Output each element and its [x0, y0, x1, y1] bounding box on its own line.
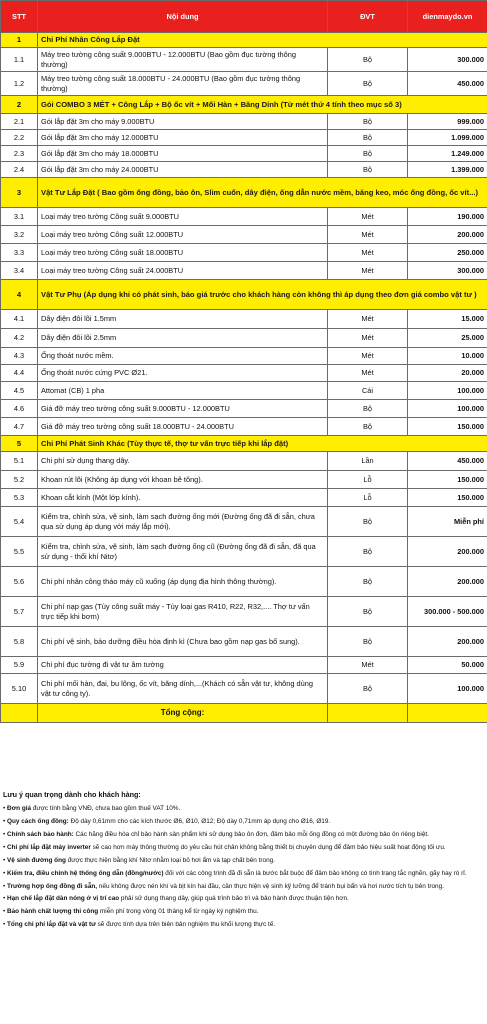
- row-unit: Mét: [328, 365, 408, 382]
- bullet-icon: •: [3, 817, 8, 825]
- note-bold: Quy cách ống đồng:: [7, 817, 69, 825]
- table-row: [1, 244, 487, 262]
- note-text: đối với các công trình đã đi sẵn là bước bắt buộc để đảm bảo không có tình trạng tắc nghẽn, gãy hay rò rỉ.: [163, 869, 467, 877]
- section-title: Gói COMBO 3 MÉT + Công Lắp + Bộ ốc vít + Mối Hàn + Băng Dính (Từ mét thứ 4 tính theo mục số 3): [38, 96, 487, 114]
- row-number: 5.10: [1, 674, 38, 704]
- row-unit: Bộ: [328, 114, 408, 130]
- section-row: [1, 280, 487, 310]
- row-description: Giá đỡ máy treo tường công suất 18.000BTU - 24.000BTU: [38, 418, 328, 436]
- row-number: 1.2: [1, 72, 38, 96]
- row-unit: Bộ: [328, 72, 408, 96]
- row-number: 5.9: [1, 657, 38, 674]
- table-row: [1, 130, 487, 146]
- note-text: nếu không được nén khí và bịt kín hai đầu, cần thực hiện vệ sinh kỹ lưỡng để tránh bụi bẩn và hơi nước tích tụ bên trong.: [97, 882, 444, 890]
- row-price: 200.000: [408, 226, 487, 244]
- row-price: 150.000: [408, 418, 487, 436]
- row-price: 150.000: [408, 489, 487, 507]
- row-number: 2.4: [1, 162, 38, 178]
- row-price: 100.000: [408, 674, 487, 704]
- section-row: [1, 436, 487, 452]
- row-number: 2.2: [1, 130, 38, 146]
- note-text: miễn phí trong vòng 01 tháng kể từ ngày ký nghiệm thu.: [98, 908, 259, 916]
- note-text: sẽ được tính dựa trên biên bản nghiệm thu khối lượng thực tế.: [95, 921, 276, 929]
- note-bold: Kiểm tra, điều chỉnh hệ thống ống dẫn (đồng/nước): [7, 869, 164, 877]
- table-row: [1, 674, 487, 704]
- total-unit-empty: [328, 704, 408, 723]
- table-row: [1, 208, 487, 226]
- note-text: được tính bằng VNĐ, chưa bao gồm thuế VAT 10%.: [31, 805, 181, 812]
- header-unit: ĐVT: [328, 1, 408, 33]
- row-price: 200.000: [408, 537, 487, 567]
- note-item: [3, 843, 484, 853]
- row-unit: Bộ: [328, 674, 408, 704]
- row-unit: Bộ: [328, 627, 408, 657]
- table-header: [1, 1, 487, 33]
- row-description: Chi phí nạp gas (Tùy công suất máy - Tùy loại gas R410, R22, R32,.... Thợ tư vấn trực tiếp khi bơm): [38, 597, 328, 627]
- row-price: 25.000: [408, 329, 487, 348]
- row-description: Máy treo tường công suất 9.000BTU - 12.000BTU (Bao gồm đục tường thông thường): [38, 48, 328, 72]
- row-number: 5.6: [1, 567, 38, 597]
- row-description: Giá đỡ máy treo tường công suất 9.000BTU - 12.000BTU: [38, 400, 328, 418]
- note-bold: Chi phí lắp đặt máy inverter: [7, 843, 91, 851]
- note-bold: Tổng chi phí lắp đặt và vật tư: [7, 921, 96, 929]
- table-row: [1, 382, 487, 400]
- row-description: Attomat (CB) 1 pha: [38, 382, 328, 400]
- section-number: 2: [1, 96, 38, 114]
- section-row: [1, 33, 487, 48]
- row-description: Ống thoát nước mềm.: [38, 348, 328, 365]
- row-unit: Lỗ: [328, 471, 408, 489]
- row-price: 1.099.000: [408, 130, 487, 146]
- row-description: Gói lắp đặt 3m cho máy 24.000BTU: [38, 162, 328, 178]
- section-number: 5: [1, 436, 38, 452]
- row-unit: Cái: [328, 382, 408, 400]
- table-row: [1, 48, 487, 72]
- row-description: Loại máy treo tường Công suất 24.000BTU: [38, 262, 328, 280]
- section-row: [1, 178, 487, 208]
- row-unit: Mét: [328, 244, 408, 262]
- row-description: Loại máy treo tường Công suất 12.000BTU: [38, 226, 328, 244]
- note-item: [3, 869, 484, 879]
- row-unit: Mét: [328, 208, 408, 226]
- note-item: [3, 907, 484, 917]
- row-number: 2.1: [1, 114, 38, 130]
- header-content: Nội dung: [38, 1, 328, 33]
- note-item: [3, 804, 484, 814]
- table-row: [1, 114, 487, 130]
- row-number: 5.4: [1, 507, 38, 537]
- row-number: 3.4: [1, 262, 38, 280]
- row-price: Miễn phí: [408, 507, 487, 537]
- row-number: 5.3: [1, 489, 38, 507]
- bullet-icon: •: [3, 805, 8, 812]
- section-row: [1, 96, 487, 114]
- row-description: Khoan rút lõi (Không áp dụng với khoan bê tông).: [38, 471, 328, 489]
- note-item: [3, 920, 484, 930]
- row-description: Khoan cắt kính (Một lớp kính).: [38, 489, 328, 507]
- row-description: Ống thoát nước cứng PVC Ø21.: [38, 365, 328, 382]
- bullet-icon: •: [3, 921, 8, 929]
- row-description: Dây điện đôi lõi 1.5mm: [38, 310, 328, 329]
- row-price: 1.249.000: [408, 146, 487, 162]
- header-stt: STT: [1, 1, 38, 33]
- row-unit: Bộ: [328, 507, 408, 537]
- row-price: 300.000 - 500.000: [408, 597, 487, 627]
- row-description: Kiểm tra, chỉnh sửa, vệ sinh, làm sạch đường ống mới (Đường ống đã đi sẵn, chưa qua sử dụng áp dụng với máy lắp mới).: [38, 507, 328, 537]
- row-unit: Bộ: [328, 567, 408, 597]
- row-price: 10.000: [408, 348, 487, 365]
- row-number: 4.5: [1, 382, 38, 400]
- bullet-icon: •: [3, 895, 8, 903]
- row-unit: Lỗ: [328, 489, 408, 507]
- row-number: 4.4: [1, 365, 38, 382]
- note-bold: Chính sách bảo hành:: [7, 830, 74, 838]
- row-description: Chi phí mối hàn, đai, bu lông, ốc vít, băng dính,...(Khách có sẵn vật tư, không dùng vật tư công ty).: [38, 674, 328, 704]
- note-item: [3, 817, 484, 827]
- header-brand: dienmaydo.vn: [408, 1, 487, 33]
- row-price: 20.000: [408, 365, 487, 382]
- note-item: [3, 830, 484, 840]
- total-value-empty: [408, 704, 487, 723]
- table-row: [1, 657, 487, 674]
- row-description: Chi phí đục tường đi vật tư âm tường: [38, 657, 328, 674]
- note-text: phải sử dụng thang dây, giúp quá trình bảo trì và bảo hành được thuận tiện hơn.: [119, 895, 349, 903]
- row-unit: Bộ: [328, 597, 408, 627]
- row-description: Kiểm tra, chỉnh sửa, vệ sinh, làm sạch đường ống cũ (Đường ống đã đi sẵn, đã qua sử dụng - thổi khí Nitơ): [38, 537, 328, 567]
- table-row: [1, 452, 487, 471]
- row-price: 15.000: [408, 310, 487, 329]
- section-number: 4: [1, 280, 38, 310]
- row-unit: Mét: [328, 262, 408, 280]
- row-number: 4.7: [1, 418, 38, 436]
- note-bold: Vệ sinh đường ống: [7, 856, 66, 864]
- table-row: [1, 507, 487, 537]
- bullet-icon: •: [3, 856, 8, 864]
- total-row: [1, 704, 487, 723]
- row-description: Chi phí sử dụng thang dây.: [38, 452, 328, 471]
- row-number: 3.2: [1, 226, 38, 244]
- table-row: [1, 348, 487, 365]
- bullet-icon: •: [3, 869, 8, 877]
- row-number: 1.1: [1, 48, 38, 72]
- table-row: [1, 627, 487, 657]
- row-unit: Bộ: [328, 48, 408, 72]
- bullet-icon: •: [3, 908, 8, 916]
- row-unit: Mét: [328, 310, 408, 329]
- notes-list: [3, 804, 484, 930]
- row-number: 5.5: [1, 537, 38, 567]
- row-unit: Bộ: [328, 146, 408, 162]
- row-price: 250.000: [408, 244, 487, 262]
- row-number: 4.3: [1, 348, 38, 365]
- section-number: 1: [1, 33, 38, 48]
- note-item: [3, 882, 484, 892]
- note-text: được thực hiện bằng khí Nitơ nhằm loại bỏ hơi ẩm và tạp chất bên trong.: [65, 856, 275, 864]
- table-row: [1, 471, 487, 489]
- row-description: Gói lắp đặt 3m cho máy 9.000BTU: [38, 114, 328, 130]
- row-number: 3.1: [1, 208, 38, 226]
- row-description: Loại máy treo tường Công suất 9.000BTU: [38, 208, 328, 226]
- note-item: [3, 894, 484, 904]
- note-item: [3, 856, 484, 866]
- row-number: 3.3: [1, 244, 38, 262]
- bullet-icon: •: [3, 843, 8, 851]
- bullet-icon: •: [3, 830, 8, 838]
- table-row: [1, 567, 487, 597]
- row-unit: Mét: [328, 226, 408, 244]
- row-unit: Mét: [328, 329, 408, 348]
- row-unit: Bộ: [328, 418, 408, 436]
- table-row: [1, 162, 487, 178]
- row-number: 5.8: [1, 627, 38, 657]
- table-row: [1, 400, 487, 418]
- row-description: Gói lắp đặt 3m cho máy 12.000BTU: [38, 130, 328, 146]
- row-unit: Bộ: [328, 400, 408, 418]
- table-row: [1, 262, 487, 280]
- row-price: 1.399.000: [408, 162, 487, 178]
- row-price: 999.000: [408, 114, 487, 130]
- row-unit: Bộ: [328, 130, 408, 146]
- row-number: 4.1: [1, 310, 38, 329]
- table-row: [1, 72, 487, 96]
- table-row: [1, 489, 487, 507]
- table-row: [1, 226, 487, 244]
- row-number: 5.1: [1, 452, 38, 471]
- section-title: Chi Phí Phát Sinh Khác (Tùy thực tế, thợ tư vấn trực tiếp khi lắp đặt): [38, 436, 487, 452]
- row-unit: Mét: [328, 348, 408, 365]
- row-price: 300.000: [408, 262, 487, 280]
- row-unit: Bộ: [328, 162, 408, 178]
- note-text: Độ dày 0,61mm cho các kích thước Ø6, Ø10, Ø12; Độ dày 0,71mm áp dụng cho Ø16, Ø19.: [68, 817, 331, 825]
- row-number: 4.2: [1, 329, 38, 348]
- table-row: [1, 310, 487, 329]
- row-description: Gói lắp đặt 3m cho máy 18.000BTU: [38, 146, 328, 162]
- row-description: Loại máy treo tường Công suất 18.000BTU: [38, 244, 328, 262]
- note-text: sẽ cao hơn máy thông thường do yêu cầu hút chân không bằng thiết bị chuyên dụng để đảm bảo hiệu suất hoạt động tối ưu.: [90, 843, 446, 851]
- section-title: Vật Tư Lắp Đặt ( Bao gồm ống đồng, bảo ôn, Slim cuốn, dây điện, ống dẫn nước mềm, băng keo, móc ống đồng, ốc vít...): [38, 178, 487, 208]
- table-row: [1, 365, 487, 382]
- notes-section: [0, 786, 487, 1024]
- note-bold: Trường hợp ống đồng đi sẵn,: [7, 882, 98, 890]
- bullet-icon: •: [3, 882, 8, 890]
- note-bold: Hạn chế lắp đặt dàn nóng ở vị trí cao: [7, 895, 120, 903]
- section-number: 3: [1, 178, 38, 208]
- row-price: 100.000: [408, 400, 487, 418]
- row-number: 4.6: [1, 400, 38, 418]
- row-description: Máy treo tường công suất 18.000BTU - 24.000BTU (Bao gồm đục tường thông thường): [38, 72, 328, 96]
- row-unit: Mét: [328, 657, 408, 674]
- row-price: 190.000: [408, 208, 487, 226]
- total-empty: [1, 704, 38, 723]
- note-bold: Đơn giá: [7, 805, 32, 812]
- row-description: Chi phí vệ sinh, bảo dưỡng điều hòa định kì (Chưa bao gồm nạp gas bổ sung).: [38, 627, 328, 657]
- notes-title: Lưu ý quan trọng dành cho khách hàng:: [3, 790, 141, 799]
- section-title: Chi Phí Nhân Công Lắp Đặt: [38, 33, 487, 48]
- section-title: Vật Tư Phụ (Áp dụng khi có phát sinh, báo giá trước cho khách hàng còn không thì áp dụng theo đơn giá combo vật tư ): [38, 280, 487, 310]
- table-row: [1, 329, 487, 348]
- table-row: [1, 418, 487, 436]
- row-description: Chi phí nhân công tháo máy cũ xuống (áp dụng địa hình thông thường).: [38, 567, 328, 597]
- total-label: Tổng cộng:: [38, 704, 328, 723]
- table-row: [1, 146, 487, 162]
- row-price: 450.000: [408, 452, 487, 471]
- row-price: 200.000: [408, 567, 487, 597]
- row-price: 150.000: [408, 471, 487, 489]
- table-row: [1, 537, 487, 567]
- row-price: 200.000: [408, 627, 487, 657]
- row-number: 5.7: [1, 597, 38, 627]
- row-price: 450.000: [408, 72, 487, 96]
- table-row: [1, 597, 487, 627]
- row-price: 300.000: [408, 48, 487, 72]
- row-price: 100.000: [408, 382, 487, 400]
- note-text: Các hãng điều hòa chỉ bảo hành sản phẩm khi sử dụng bảo ôn đơn, đảm bảo mỗi ống đồng có một đường bảo ôn riêng biệt.: [73, 830, 429, 838]
- note-bold: Bảo hành chất lượng thi công: [7, 908, 99, 916]
- row-number: 5.2: [1, 471, 38, 489]
- row-unit: Bộ: [328, 537, 408, 567]
- row-number: 2.3: [1, 146, 38, 162]
- row-price: 50.000: [408, 657, 487, 674]
- row-unit: Lần: [328, 452, 408, 471]
- row-description: Dây điện đôi lõi 2.5mm: [38, 329, 328, 348]
